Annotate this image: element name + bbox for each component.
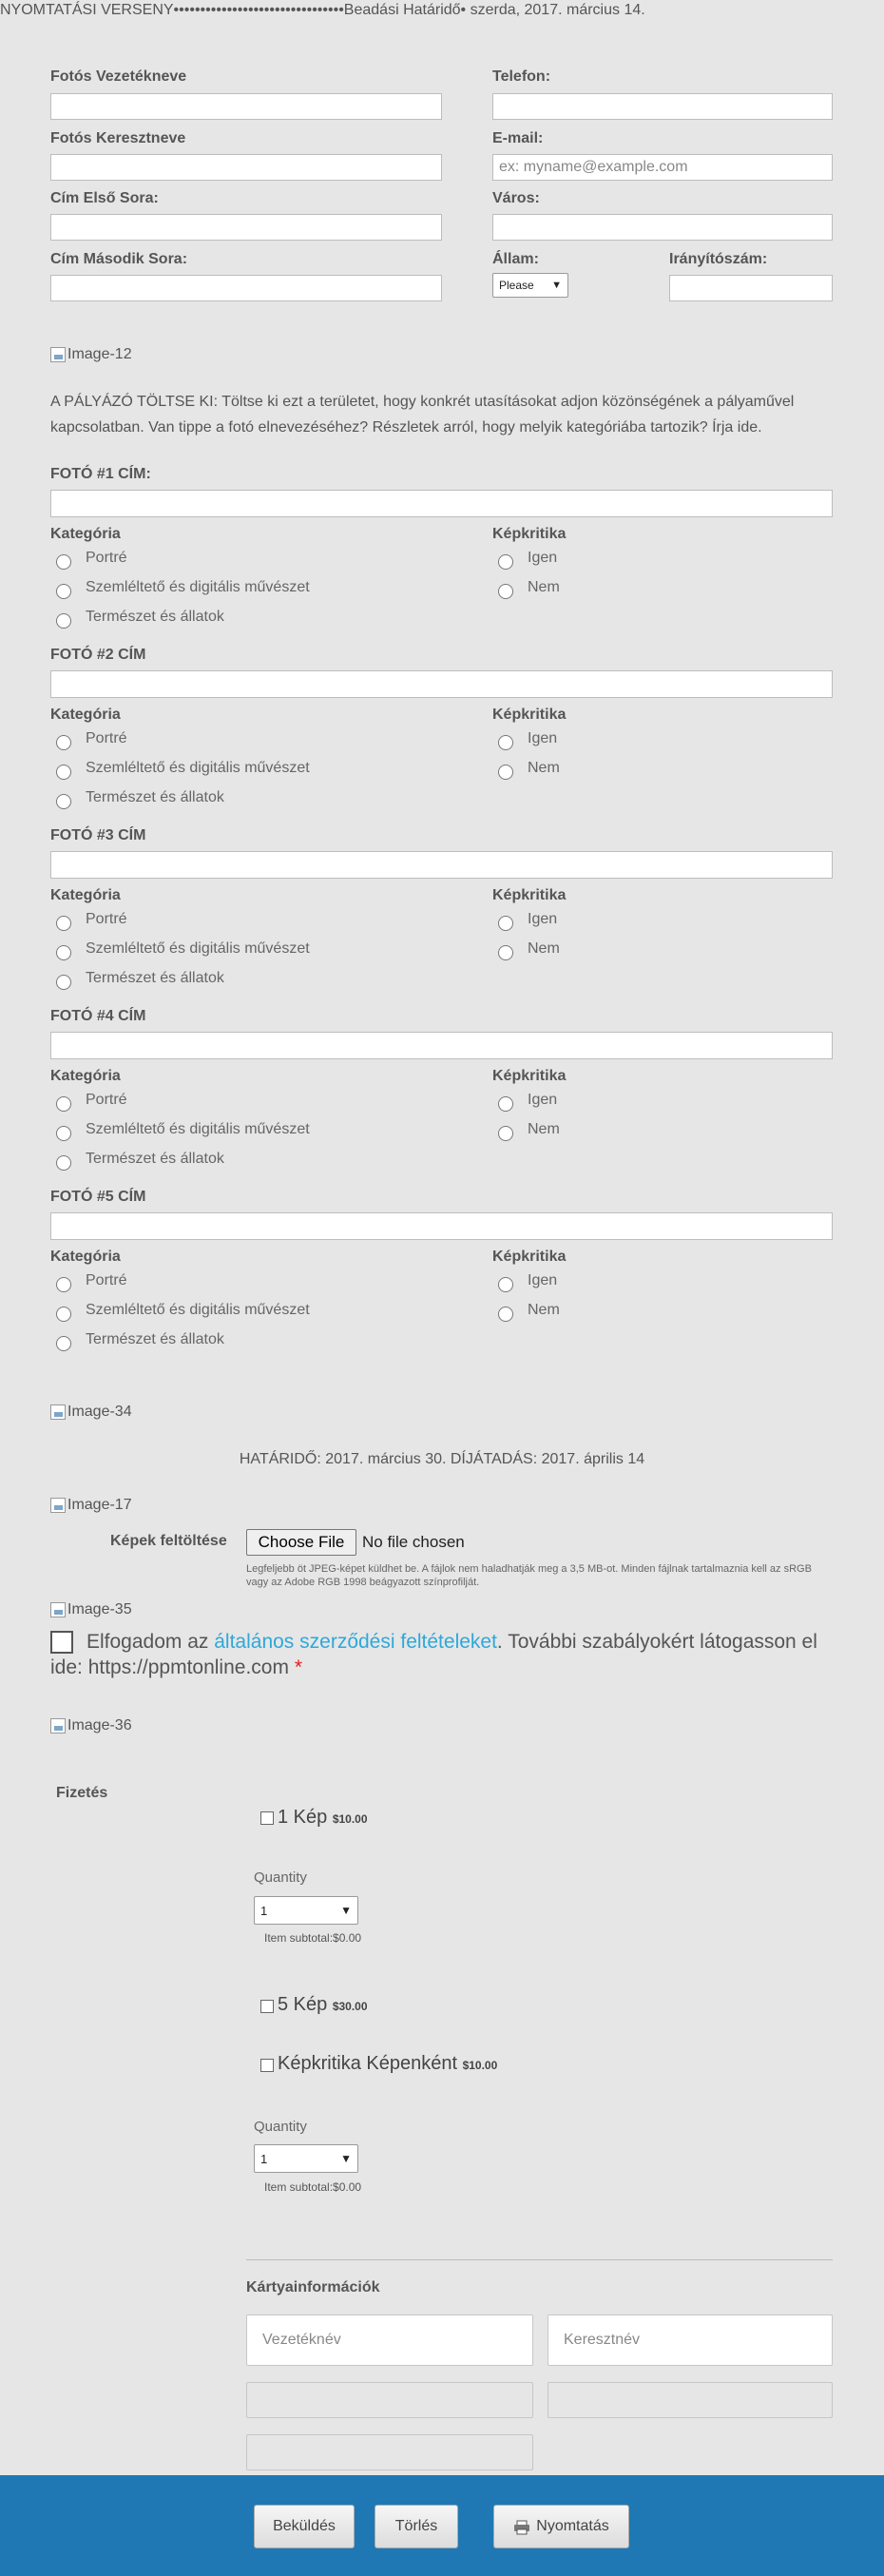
page-title: NYOMTATÁSI VERSENY••••••••••••••••••••••••••••••••Beadási Határidő• szerda, 2017. március 14. (0, 2, 645, 18)
photo-1-title-label: FOTÓ #1 CÍM: (50, 466, 151, 482)
photo-1-critique-radio-1[interactable] (498, 554, 513, 570)
file-status: No file chosen (362, 1533, 465, 1551)
card-divider (246, 2259, 833, 2260)
photo-3-critique-option-2: Nem (528, 940, 560, 957)
terms-prefix: Elfogadom az (86, 1631, 215, 1653)
photo-4-category-option-2: Szemléltető és digitális művészet (86, 1121, 310, 1137)
photo-2-category-radio-3[interactable] (56, 794, 71, 809)
product-2-checkbox[interactable] (260, 2000, 274, 2013)
photo-1-category-option-2: Szemléltető és digitális művészet (86, 579, 310, 595)
subtotal-3: Item subtotal:$0.00 (264, 2180, 362, 2194)
photo-4-critique-option-1: Igen (528, 1092, 558, 1108)
quantity-label-3: Quantity (254, 2119, 307, 2135)
address2-label: Cím Második Sora: (50, 251, 188, 267)
photo-1-title-input[interactable] (50, 490, 833, 517)
address1-input[interactable] (50, 214, 442, 241)
state-select[interactable] (492, 273, 568, 298)
photo-2-category-option-2: Szemléltető és digitális művészet (86, 760, 310, 776)
chevron-down-icon: ▼ (340, 2152, 352, 2165)
photo-1-critique-label: Képkritika (492, 526, 567, 542)
photo-5-title-input[interactable] (50, 1212, 833, 1240)
photo-5-title-label: FOTÓ #5 CÍM (50, 1189, 146, 1205)
photo-4-category-radio-1[interactable] (56, 1096, 71, 1112)
photo-2-category-option-3: Természet és állatok (86, 789, 224, 805)
print-button[interactable] (493, 2505, 629, 2548)
photo-4-category-label: Kategória (50, 1068, 121, 1084)
photo-5-category-option-1: Portré (86, 1272, 127, 1288)
photo-5-category-option-3: Természet és állatok (86, 1331, 224, 1347)
state-select-value: Please (499, 279, 534, 292)
photo-3-category-radio-2[interactable] (56, 945, 71, 960)
quantity-label-1: Quantity (254, 1869, 307, 1886)
image-alt-text: Image-34 (67, 1404, 132, 1420)
product-2-price: $30.00 (332, 2000, 368, 2013)
quantity-value-1: 1 (260, 1903, 268, 1918)
product-1-checkbox[interactable] (260, 1811, 274, 1825)
photo-3-category-option-2: Szemléltető és digitális művészet (86, 940, 310, 957)
required-star: * (294, 1656, 302, 1678)
product-2 (278, 1994, 368, 2016)
photo-4-category-option-1: Portré (86, 1092, 127, 1108)
photo-2-category-radio-2[interactable] (56, 765, 71, 780)
photo-4-category-radio-3[interactable] (56, 1155, 71, 1171)
card-cvv-input[interactable] (548, 2382, 833, 2418)
photo-4-critique-option-2: Nem (528, 1121, 560, 1137)
photo-1-category-radio-2[interactable] (56, 584, 71, 599)
card-info-title: Kártyainformációk (246, 2279, 380, 2295)
photo-1-category-radio-3[interactable] (56, 613, 71, 629)
photo-3-critique-radio-2[interactable] (498, 945, 513, 960)
photo-2-critique-label: Képkritika (492, 707, 567, 723)
phone-label: Telefon: (492, 68, 551, 85)
city-input[interactable] (492, 214, 833, 241)
photo-3-critique-option-1: Igen (528, 911, 558, 927)
submit-button[interactable]: Beküldés (254, 2505, 355, 2548)
photo-1-category-label: Kategória (50, 526, 121, 542)
broken-image-icon (50, 1718, 66, 1733)
card-first-name-input[interactable]: Keresztnév (548, 2315, 833, 2366)
image-alt-text: Image-17 (67, 1497, 132, 1513)
last-name-input[interactable] (50, 93, 442, 120)
photo-2-critique-option-2: Nem (528, 760, 560, 776)
first-name-input[interactable] (50, 154, 442, 181)
product-1 (278, 1807, 368, 1829)
product-3 (278, 2053, 497, 2075)
photo-5-critique-option-2: Nem (528, 1302, 560, 1318)
photo-2-critique-radio-1[interactable] (498, 735, 513, 750)
photo-2-critique-radio-2[interactable] (498, 765, 513, 780)
photo-5-critique-option-1: Igen (528, 1272, 558, 1288)
image-36 (50, 1717, 132, 1734)
photo-4-title-input[interactable] (50, 1032, 833, 1059)
photo-5-category-label: Kategória (50, 1249, 121, 1265)
image-34 (50, 1404, 132, 1421)
photo-5-critique-label: Képkritika (492, 1249, 567, 1265)
image-12 (50, 346, 132, 363)
intro-text: A PÁLYÁZÓ TÖLTSE KI: Töltse ki ezt a területet, hogy konkrét utasításokat adjon közönségének a pályaművel kapcsolatban. Van tippe a fotó elnevezéséhez? Részletek arról, hogy melyik kategóriába tartozik? Írja ide. (50, 394, 795, 436)
photo-4-title-label: FOTÓ #4 CÍM (50, 1008, 146, 1024)
image-alt-text: Image-12 (67, 346, 132, 362)
phone-input[interactable] (492, 93, 833, 120)
image-alt-text: Image-35 (67, 1601, 132, 1617)
quantity-select-3[interactable] (254, 2144, 358, 2173)
terms-suffix: . További szabályokért látogasson el ide: https://ppmtonline.com (50, 1631, 817, 1678)
email-input[interactable]: ex: myname@example.com (492, 154, 833, 181)
broken-image-icon (50, 347, 66, 362)
print-button-label: Nyomtatás (536, 2518, 609, 2534)
product-3-name: Képkritika Képenként (278, 2053, 458, 2074)
chevron-down-icon: ▼ (340, 1904, 352, 1917)
quantity-select-1[interactable] (254, 1896, 358, 1925)
last-name-label: Fotós Vezetékneve (50, 68, 187, 85)
image-alt-text: Image-36 (67, 1717, 132, 1733)
chevron-down-icon: ▼ (551, 280, 562, 291)
image-17 (50, 1497, 132, 1514)
photo-3-category-label: Kategória (50, 887, 121, 903)
upload-label: Képek feltöltése (110, 1533, 227, 1549)
photo-1-category-option-3: Természet és állatok (86, 609, 224, 625)
photo-4-category-radio-2[interactable] (56, 1126, 71, 1141)
photo-5-category-radio-2[interactable] (56, 1307, 71, 1322)
card-last-name-input[interactable]: Vezetéknév (246, 2315, 533, 2366)
photo-1-category-option-1: Portré (86, 550, 127, 566)
terms-link[interactable]: általános szerződési feltételeket (214, 1631, 497, 1653)
photo-3-critique-label: Képkritika (492, 887, 567, 903)
photo-5-critique-radio-1[interactable] (498, 1277, 513, 1292)
zip-input[interactable] (669, 275, 833, 301)
deadline-text: HATÁRIDŐ: 2017. március 30. DÍJÁTADÁS: 2017. április 14 (239, 1451, 645, 1467)
photo-1-critique-radio-2[interactable] (498, 584, 513, 599)
photo-2-category-label: Kategória (50, 707, 121, 723)
product-3-checkbox[interactable] (260, 2059, 274, 2072)
photo-1-critique-option-1: Igen (528, 550, 558, 566)
photo-4-critique-radio-2[interactable] (498, 1126, 513, 1141)
card-expiry-input[interactable] (246, 2434, 533, 2470)
choose-file-button[interactable]: Choose File (246, 1529, 356, 1556)
photo-3-category-option-3: Természet és állatok (86, 970, 224, 986)
address1-label: Cím Első Sora: (50, 190, 159, 206)
photo-4-critique-label: Képkritika (492, 1068, 567, 1084)
photo-2-category-option-1: Portré (86, 730, 127, 746)
product-1-name: 1 Kép (278, 1807, 328, 1828)
product-2-name: 5 Kép (278, 1994, 328, 2015)
first-name-label: Fotós Keresztneve (50, 130, 186, 146)
payment-label: Fizetés (56, 1785, 108, 1801)
image-35 (50, 1601, 132, 1618)
zip-label: Irányítószám: (669, 251, 768, 267)
photo-2-title-input[interactable] (50, 670, 833, 698)
photo-1-critique-option-2: Nem (528, 579, 560, 595)
printer-icon (513, 2520, 530, 2533)
broken-image-icon (50, 1602, 66, 1617)
state-label: Állam: (492, 251, 539, 267)
product-1-price: $10.00 (332, 1812, 368, 1826)
photo-5-category-option-2: Szemléltető és digitális művészet (86, 1302, 310, 1318)
photo-5-critique-radio-2[interactable] (498, 1307, 513, 1322)
upload-help-text: Legfeljebb öt JPEG-képet küldhet be. A fájlok nem haladhatják meg a 3,5 MB-ot. Minden fájlnak tartalmaznia kell az sRGB vagy az Adobe RGB 1998 beágyazott színprofilját. (246, 1563, 812, 1588)
quantity-value-3: 1 (260, 2151, 268, 2166)
address2-input[interactable] (50, 275, 442, 301)
card-number-input[interactable] (246, 2382, 533, 2418)
photo-2-critique-option-1: Igen (528, 730, 558, 746)
photo-3-category-radio-1[interactable] (56, 916, 71, 931)
photo-4-category-option-3: Természet és állatok (86, 1151, 224, 1167)
photo-3-category-radio-3[interactable] (56, 975, 71, 990)
photo-2-title-label: FOTÓ #2 CÍM (50, 647, 146, 663)
email-label: E-mail: (492, 130, 544, 146)
photo-3-title-label: FOTÓ #3 CÍM (50, 827, 146, 843)
product-3-price: $10.00 (462, 2059, 498, 2072)
broken-image-icon (50, 1498, 66, 1513)
photo-3-category-option-1: Portré (86, 911, 127, 927)
terms-text (50, 1629, 839, 1680)
city-label: Város: (492, 190, 540, 206)
broken-image-icon (50, 1404, 66, 1420)
photo-5-category-radio-3[interactable] (56, 1336, 71, 1351)
photo-2-category-radio-1[interactable] (56, 735, 71, 750)
photo-5-category-radio-1[interactable] (56, 1277, 71, 1292)
photo-1-category-radio-1[interactable] (56, 554, 71, 570)
reset-button[interactable]: Törlés (375, 2505, 458, 2548)
photo-4-critique-radio-1[interactable] (498, 1096, 513, 1112)
photo-3-title-input[interactable] (50, 851, 833, 879)
photo-3-critique-radio-1[interactable] (498, 916, 513, 931)
subtotal-1: Item subtotal:$0.00 (264, 1931, 362, 1945)
